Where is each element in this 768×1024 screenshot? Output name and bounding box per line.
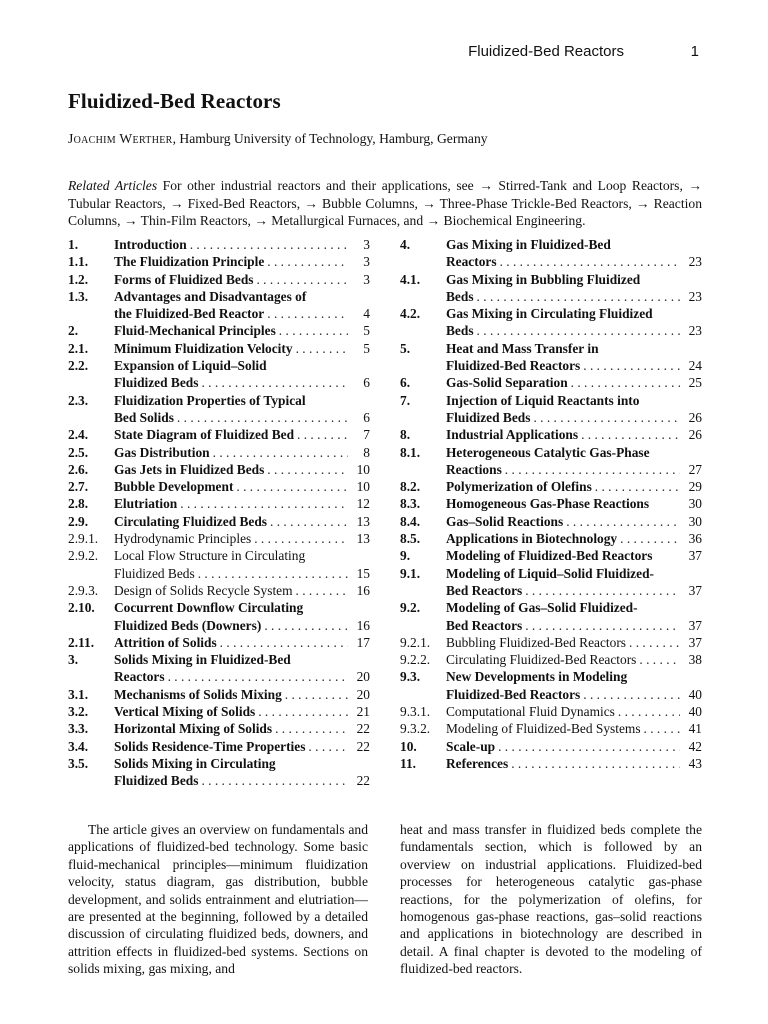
toc-entry-title: Gas Jets in Fluidized Beds bbox=[114, 461, 265, 477]
toc-entry bbox=[400, 478, 702, 495]
toc-dot-leader bbox=[255, 703, 348, 720]
toc-dot-leader bbox=[264, 305, 348, 322]
toc-entry-title: Vertical Mixing of Solids bbox=[114, 704, 256, 720]
toc-entry-number: 3.5. bbox=[68, 755, 89, 771]
toc-page-number: 15 bbox=[356, 565, 370, 581]
abstract-paragraph-left: The article gives an overview on fundamentals and applications of fluidized-bed technology. Some basic fluid-mechanical principles—minimum fluidization velocity, status diagram, gas distribution, bubble development, and solids entrainment and elutriation—are presented at the beginning, followed by a detailed discussion of circulating fluidized beds, downers, and attrition effects in fluidized-bed systems. Sections on solids mixing, gas mixing, and bbox=[68, 822, 368, 977]
toc-entry-title: Hydrodynamic Principles bbox=[114, 531, 252, 547]
toc-entry-number: 2.5. bbox=[68, 444, 89, 460]
toc-page-number: 29 bbox=[688, 479, 702, 495]
toc-page-number: 17 bbox=[356, 634, 370, 650]
toc-entry-title: Forms of Fluidized Beds bbox=[114, 271, 254, 287]
toc-entry-number: 8.5. bbox=[400, 531, 421, 547]
toc-entry bbox=[400, 547, 702, 564]
toc-entry bbox=[400, 651, 702, 668]
toc-page-number: 37 bbox=[688, 548, 702, 564]
toc-page-number: 26 bbox=[688, 427, 702, 443]
toc-dot-leader bbox=[615, 703, 680, 720]
toc-entry-number: 9.2.2. bbox=[400, 652, 431, 668]
toc-entry bbox=[400, 340, 702, 375]
toc-entry-number: 2. bbox=[68, 323, 79, 339]
abstract-left-column bbox=[68, 821, 368, 978]
toc-entry-title: State Diagram of Fluidized Bed bbox=[114, 427, 295, 443]
toc-entry bbox=[400, 668, 702, 703]
toc-entry bbox=[68, 720, 370, 737]
toc-dot-leader bbox=[272, 720, 348, 737]
toc-entry-title: Circulating Fluidized Beds bbox=[114, 513, 268, 529]
toc-dot-leader bbox=[305, 738, 348, 755]
toc-page-number: 38 bbox=[688, 652, 702, 668]
toc-entry-title: Fluidized Beds bbox=[114, 375, 199, 391]
toc-entry-title: Applications in Biotechnology bbox=[446, 531, 618, 547]
toc-entry-number: 7. bbox=[400, 392, 411, 408]
toc-entry-number: 2.4. bbox=[68, 427, 89, 443]
toc-dot-leader bbox=[165, 668, 348, 685]
toc-entry bbox=[68, 392, 370, 427]
toc-entry bbox=[68, 703, 370, 720]
toc-page-number: 20 bbox=[356, 669, 370, 685]
toc-entry bbox=[68, 340, 370, 357]
toc-entry-number: 2.8. bbox=[68, 496, 89, 512]
toc-page-number: 21 bbox=[356, 704, 370, 720]
toc-page-number: 4 bbox=[363, 306, 370, 322]
toc-entry-title: Homogeneous Gas-Phase Reactions bbox=[446, 496, 650, 512]
toc-entry-number: 3. bbox=[68, 652, 79, 668]
toc-entry-title: Reactors bbox=[446, 254, 497, 270]
toc-entry-title: Fluidized-Bed Reactors bbox=[446, 686, 581, 702]
toc-entry-number: 2.7. bbox=[68, 479, 89, 495]
toc-entry-number: 1. bbox=[68, 237, 79, 252]
toc-dot-leader bbox=[210, 444, 348, 461]
toc-entry-number: 4.1. bbox=[400, 271, 421, 287]
toc-page-number: 5 bbox=[363, 340, 370, 356]
toc-page-number: 36 bbox=[688, 531, 702, 547]
toc-dot-leader bbox=[251, 530, 348, 547]
author-affiliation: , Hamburg University of Technology, Hamburg, Germany bbox=[172, 131, 488, 146]
toc-entry bbox=[400, 703, 702, 720]
toc-dot-leader bbox=[293, 582, 348, 599]
author-line bbox=[68, 131, 488, 147]
toc-entry-title: Fluid-Mechanical Principles bbox=[114, 323, 276, 339]
toc-dot-leader bbox=[568, 374, 680, 391]
toc-entry-number: 9.3. bbox=[400, 669, 421, 685]
toc-page-number: 13 bbox=[356, 531, 370, 547]
toc-dot-leader bbox=[261, 617, 348, 634]
toc-entry-title: Gas–Solid Reactions bbox=[446, 513, 564, 529]
toc-entry bbox=[68, 271, 370, 288]
toc-entry-number: 8.2. bbox=[400, 479, 421, 495]
toc-page-number: 13 bbox=[356, 513, 370, 529]
toc-entry-title: Gas Mixing in Bubbling Fluidized bbox=[446, 271, 641, 287]
toc-entry-title: Modeling of Fluidized-Bed Systems bbox=[446, 721, 641, 737]
toc-entry-title: Minimum Fluidization Velocity bbox=[114, 340, 293, 356]
toc-entry-title: Cocurrent Downflow Circulating bbox=[114, 600, 304, 616]
toc-page-number: 37 bbox=[688, 582, 702, 598]
toc-dot-leader bbox=[233, 478, 348, 495]
toc-entry bbox=[68, 495, 370, 512]
toc-entry-title: Bubble Development bbox=[114, 479, 234, 495]
toc-entry-title: Introduction bbox=[114, 237, 187, 252]
toc-entry bbox=[68, 738, 370, 755]
toc-entry bbox=[400, 513, 702, 530]
toc-entry-title: Beds bbox=[446, 288, 474, 304]
toc-entry bbox=[68, 582, 370, 599]
toc-entry bbox=[400, 271, 702, 306]
toc-entry-number: 2.3. bbox=[68, 392, 89, 408]
toc-page-number: 23 bbox=[688, 288, 702, 304]
toc-entry-number: 2.2. bbox=[68, 358, 89, 374]
toc-entry bbox=[68, 686, 370, 703]
toc-dot-leader bbox=[474, 322, 680, 339]
toc-entry bbox=[400, 444, 702, 479]
toc-page-number: 37 bbox=[688, 634, 702, 650]
related-articles-label: Related Articles bbox=[68, 178, 158, 193]
toc-dot-leader bbox=[495, 738, 680, 755]
toc-entry-title: Solids Mixing in Fluidized-Bed bbox=[114, 652, 291, 668]
toc-entry bbox=[400, 634, 702, 651]
toc-entry-title: Advantages and Disadvantages of bbox=[114, 288, 307, 304]
toc-entry-number: 3.2. bbox=[68, 704, 89, 720]
page-number: 1 bbox=[690, 43, 699, 60]
toc-entry-number: 2.9. bbox=[68, 513, 89, 529]
toc-entry-number: 11. bbox=[400, 755, 416, 771]
toc-entry bbox=[400, 599, 702, 634]
toc-entry bbox=[68, 426, 370, 443]
toc-entry-title: Bed Reactors bbox=[446, 582, 523, 598]
toc-dot-leader bbox=[198, 374, 348, 391]
toc-page-number: 30 bbox=[688, 496, 702, 512]
related-articles-text: For other industrial reactors and their applications, see → Stirred-Tank and Loop Reactors, → Tubular Reactors, → Fixed-Bed Reactors, → Bubble Columns, → Three-Phase Trickle-Bed Reactors, → Reaction Columns, → Thin-Film Reactors, → Metallurgical Furnaces, and → Biochemical Engineering. bbox=[68, 178, 702, 228]
toc-entry-title: Computational Fluid Dynamics bbox=[446, 704, 615, 720]
toc-dot-leader bbox=[264, 253, 348, 270]
toc-dot-leader bbox=[294, 426, 348, 443]
toc-page-number: 24 bbox=[688, 358, 702, 374]
toc-entry-title: Fluidized Beds bbox=[446, 409, 531, 425]
toc-dot-leader bbox=[636, 651, 680, 668]
toc-page-number: 22 bbox=[356, 773, 370, 789]
toc-entry-number: 6. bbox=[400, 375, 411, 391]
toc-entry bbox=[400, 392, 702, 427]
toc-entry bbox=[68, 755, 370, 790]
toc-entry-title: Fluidized Beds (Downers) bbox=[114, 617, 262, 633]
toc-dot-leader bbox=[198, 772, 348, 789]
related-articles bbox=[68, 177, 702, 230]
toc-page-number: 6 bbox=[363, 409, 370, 425]
toc-dot-leader bbox=[580, 686, 680, 703]
toc-entry-title: Modeling of Fluidized-Bed Reactors bbox=[446, 548, 653, 564]
toc-entry bbox=[68, 236, 370, 253]
toc-entry-number: 5. bbox=[400, 340, 411, 356]
running-head-title: Fluidized-Bed Reactors bbox=[468, 43, 624, 60]
toc-entry-title: Solids Residence-Time Properties bbox=[114, 738, 306, 754]
toc-entry-title: Scale-up bbox=[446, 738, 496, 754]
toc-entry bbox=[68, 357, 370, 392]
toc-entry-number: 9.2.1. bbox=[400, 634, 431, 650]
toc-entry-number: 2.9.1. bbox=[68, 531, 99, 547]
toc-entry-number: 4. bbox=[400, 237, 411, 252]
toc-entry-number: 2.9.2. bbox=[68, 548, 99, 564]
toc-dot-leader bbox=[293, 340, 348, 357]
toc-entry-number: 8. bbox=[400, 427, 411, 443]
toc-entry-title: Modeling of Liquid–Solid Fluidized- bbox=[446, 565, 654, 581]
toc-entry-title: Design of Solids Recycle System bbox=[114, 582, 293, 598]
toc-entry-title: Modeling of Gas–Solid Fluidized- bbox=[446, 600, 638, 616]
toc-dot-leader bbox=[641, 720, 680, 737]
toc-page-number: 7 bbox=[363, 427, 370, 443]
toc-entry-title: Elutriation bbox=[114, 496, 178, 512]
toc-page-number: 26 bbox=[688, 409, 702, 425]
toc-entry-number: 2.1. bbox=[68, 340, 89, 356]
toc-dot-leader bbox=[530, 409, 680, 426]
toc-entry-title: Horizontal Mixing of Solids bbox=[114, 721, 273, 737]
toc-dot-leader bbox=[276, 322, 348, 339]
toc-entry-number: 9.2. bbox=[400, 600, 421, 616]
toc-dot-leader bbox=[580, 357, 680, 374]
toc-entry bbox=[400, 720, 702, 737]
toc-dot-leader bbox=[617, 530, 680, 547]
toc-dot-leader bbox=[497, 253, 680, 270]
toc-page-number: 40 bbox=[688, 686, 702, 702]
author-name: Joachim Werther bbox=[68, 131, 173, 146]
toc-entry-title: Polymerization of Olefins bbox=[446, 479, 592, 495]
toc-dot-leader bbox=[563, 513, 680, 530]
toc-entry-title: Fluidized Beds bbox=[114, 773, 199, 789]
toc-entry-title: Industrial Applications bbox=[446, 427, 579, 443]
toc-entry bbox=[400, 374, 702, 391]
toc-entry bbox=[68, 253, 370, 270]
abstract-paragraph-right: heat and mass transfer in fluidized beds complete the fundamentals section, which is followed by an overview on industrial applications. Fluidized-bed processes for heterogeneous catalytic gas-phase reactions, for the polymerization of olefins, for homogenous gas-phase reactions, gas–solid reactions and applications in biotechnology are described in detail. A final chapter is devoted to the modeling of fluidized-bed reactors. bbox=[400, 822, 702, 977]
toc-entry bbox=[68, 288, 370, 323]
toc-entry-title: Reactions bbox=[446, 461, 502, 477]
toc-entry-title: Reactors bbox=[114, 669, 165, 685]
toc-page-number: 10 bbox=[356, 479, 370, 495]
toc-entry-number: 2.9.3. bbox=[68, 582, 99, 598]
toc-dot-leader bbox=[474, 288, 680, 305]
abstract-right-column bbox=[400, 821, 702, 978]
toc-entry-number: 2.11. bbox=[68, 634, 95, 650]
toc-entry-title: New Developments in Modeling bbox=[446, 669, 628, 685]
toc-entry-title: Beds bbox=[446, 323, 474, 339]
toc-entry-title: Circulating Fluidized-Bed Reactors bbox=[446, 652, 637, 668]
toc-entry-title: Heat and Mass Transfer in bbox=[446, 340, 599, 356]
toc-entry-number: 4.2. bbox=[400, 306, 421, 322]
toc-page-number: 3 bbox=[363, 237, 370, 252]
toc-entry bbox=[68, 513, 370, 530]
toc-entry bbox=[400, 738, 702, 755]
toc-dot-leader bbox=[264, 461, 348, 478]
toc-entry-title: Fluidization Properties of Typical bbox=[114, 392, 306, 408]
toc-page-number: 20 bbox=[356, 686, 370, 702]
toc-page-number: 43 bbox=[688, 755, 702, 771]
toc-entry-title: Attrition of Solids bbox=[114, 634, 217, 650]
toc-entry bbox=[400, 495, 702, 512]
toc-entry-title: Solids Mixing in Circulating bbox=[114, 755, 276, 771]
toc-entry bbox=[68, 651, 370, 686]
toc-entry-title: Bed Solids bbox=[114, 409, 174, 425]
toc-dot-leader bbox=[592, 478, 680, 495]
toc-dot-leader bbox=[253, 271, 348, 288]
toc-page-number: 37 bbox=[688, 617, 702, 633]
toc-page-number: 16 bbox=[356, 582, 370, 598]
toc-entry-number: 9.3.1. bbox=[400, 704, 431, 720]
toc-entry bbox=[68, 547, 370, 582]
toc-page-number: 3 bbox=[363, 271, 370, 287]
toc-page-number: 23 bbox=[688, 323, 702, 339]
toc-entry-number: 9.3.2. bbox=[400, 721, 431, 737]
toc-entry-number: 1.3. bbox=[68, 288, 89, 304]
toc-entry-title: Injection of Liquid Reactants into bbox=[446, 392, 640, 408]
toc-entry-title: Fluidized Beds bbox=[114, 565, 195, 581]
toc-dot-leader bbox=[522, 582, 680, 599]
toc-page-number: 3 bbox=[363, 254, 370, 270]
toc-page-number: 12 bbox=[356, 496, 370, 512]
toc-page-number: 23 bbox=[688, 254, 702, 270]
article-title: Fluidized-Bed Reactors bbox=[68, 89, 281, 113]
toc-dot-leader bbox=[217, 634, 348, 651]
toc-entry bbox=[400, 565, 702, 600]
toc-dot-leader bbox=[626, 634, 680, 651]
toc-dot-leader bbox=[187, 236, 348, 253]
toc-entry bbox=[400, 530, 702, 547]
toc-entry bbox=[68, 444, 370, 461]
toc-entry-number: 9. bbox=[400, 548, 411, 564]
toc-entry-title: Heterogeneous Catalytic Gas-Phase bbox=[446, 444, 650, 460]
toc-dot-leader bbox=[177, 495, 348, 512]
toc-dot-leader bbox=[522, 617, 680, 634]
toc-entry bbox=[68, 461, 370, 478]
toc-entry bbox=[68, 599, 370, 634]
toc-page-number: 22 bbox=[356, 721, 370, 737]
toc-entry-title: Gas-Solid Separation bbox=[446, 375, 568, 391]
toc-entry-title: Bubbling Fluidized-Bed Reactors bbox=[446, 634, 627, 650]
toc-entry-title: Mechanisms of Solids Mixing bbox=[114, 686, 282, 702]
toc-page-number: 16 bbox=[356, 617, 370, 633]
toc-page-number: 5 bbox=[363, 323, 370, 339]
toc-entry-number: 10. bbox=[400, 738, 417, 754]
toc-entry-number: 8.4. bbox=[400, 513, 421, 529]
toc-entry-number: 8.3. bbox=[400, 496, 421, 512]
toc-entry-title: The Fluidization Principle bbox=[114, 254, 265, 270]
toc-page-number: 6 bbox=[363, 375, 370, 391]
toc-dot-leader bbox=[174, 409, 348, 426]
toc-right-column bbox=[400, 236, 702, 772]
toc-entry-number: 2.10. bbox=[68, 600, 95, 616]
toc-page-number: 30 bbox=[688, 513, 702, 529]
toc-dot-leader bbox=[195, 565, 348, 582]
toc-entry-title: Gas Mixing in Fluidized-Bed bbox=[446, 237, 611, 252]
toc-entry-number: 8.1. bbox=[400, 444, 421, 460]
toc-page-number: 27 bbox=[688, 461, 702, 477]
toc-entry-title: Expansion of Liquid–Solid bbox=[114, 358, 267, 374]
toc-page-number: 40 bbox=[688, 704, 702, 720]
toc-entry bbox=[400, 426, 702, 443]
toc-page-number: 25 bbox=[688, 375, 702, 391]
toc-entry-number: 1.2. bbox=[68, 271, 89, 287]
toc-dot-leader bbox=[282, 686, 348, 703]
toc-dot-leader bbox=[578, 426, 680, 443]
toc-entry-title: Gas Distribution bbox=[114, 444, 210, 460]
toc-entry-number: 1.1. bbox=[68, 254, 89, 270]
toc-dot-leader bbox=[267, 513, 348, 530]
toc-dot-leader bbox=[502, 461, 680, 478]
toc-entry-title: References bbox=[446, 755, 509, 771]
toc-entry bbox=[400, 236, 702, 271]
toc-entry-number: 3.1. bbox=[68, 686, 89, 702]
toc-entry bbox=[400, 755, 702, 772]
toc-entry-title: Gas Mixing in Circulating Fluidized bbox=[446, 306, 653, 322]
toc-page-number: 41 bbox=[688, 721, 702, 737]
running-head bbox=[0, 43, 768, 63]
toc-entry bbox=[68, 634, 370, 651]
toc-entry bbox=[68, 478, 370, 495]
toc-entry bbox=[400, 305, 702, 340]
toc-entry bbox=[68, 530, 370, 547]
toc-entry-title: Fluidized-Bed Reactors bbox=[446, 358, 581, 374]
toc-left-column bbox=[68, 236, 370, 790]
toc-page-number: 42 bbox=[688, 738, 702, 754]
toc-page-number: 8 bbox=[363, 444, 370, 460]
toc-dot-leader bbox=[508, 755, 680, 772]
toc-entry-number: 9.1. bbox=[400, 565, 421, 581]
toc-page-number: 10 bbox=[356, 461, 370, 477]
toc-entry-number: 3.4. bbox=[68, 738, 89, 754]
toc-entry-title: the Fluidized-Bed Reactor bbox=[114, 306, 265, 322]
toc-entry-title: Local Flow Structure in Circulating bbox=[114, 548, 306, 564]
toc-page-number: 22 bbox=[356, 738, 370, 754]
toc-entry-number: 2.6. bbox=[68, 461, 89, 477]
toc-entry-title: Bed Reactors bbox=[446, 617, 523, 633]
toc-entry-number: 3.3. bbox=[68, 721, 89, 737]
toc-entry bbox=[68, 322, 370, 339]
